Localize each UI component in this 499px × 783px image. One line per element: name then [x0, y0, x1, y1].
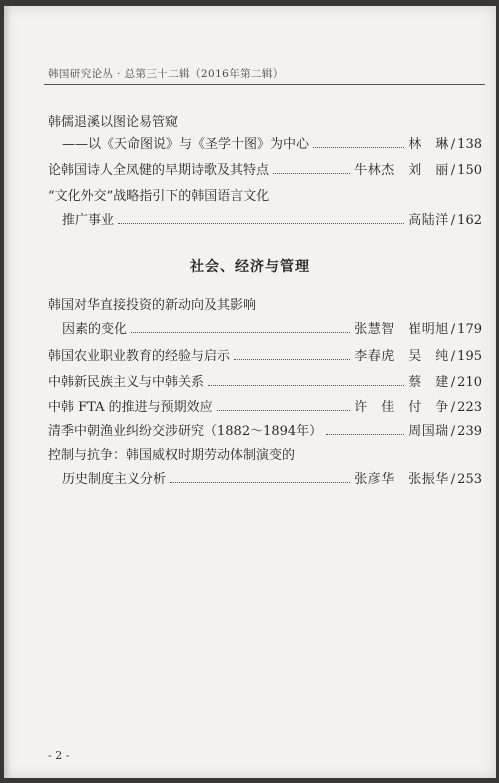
toc-entry-title: 韩儒退溪以图论易管窥 [48, 115, 179, 130]
toc-entry-title: 中韩 FTA 的推进与预期效应 [48, 400, 213, 415]
toc-entry-authors: 林 琳 [408, 137, 449, 152]
page-separator: / [450, 322, 456, 337]
page-separator: / [450, 137, 456, 152]
toc-entry-page: 179 [457, 322, 482, 337]
toc-entry-title: 论韩国诗人全凤健的早期诗歌及其特点 [48, 163, 270, 178]
toc-entry-authors: 周国瑞 [408, 424, 449, 439]
toc-entry-page: 210 [457, 375, 482, 390]
toc-entry-authors: 李春虎 吴 纯 [354, 349, 449, 364]
leader-dots [118, 223, 404, 224]
leader-dots [131, 332, 350, 333]
toc-entry-title: 历史制度主义分析 [62, 472, 167, 487]
toc-entry-title: 韩国农业职业教育的经验与启示 [48, 349, 231, 364]
toc-entry [48, 349, 482, 365]
running-header: 韩国研究论丛 · 总第三十二辑（2016年第二辑） [48, 68, 284, 80]
toc-entry [62, 213, 482, 229]
page-separator: / [450, 375, 456, 390]
toc-entry-title: “文化外交”战略指引下的韩国语言文化 [48, 189, 270, 204]
toc-entry-title: 清季中朝渔业纠纷交涉研究（1882～1894年） [48, 424, 323, 439]
toc-entry [48, 163, 482, 179]
toc-entry [62, 472, 482, 488]
toc-entry-authors: 许 佳 付 争 [354, 400, 449, 415]
toc-entry-authors: 牛林杰 刘 丽 [354, 163, 449, 178]
header-rule [44, 84, 485, 85]
page-number: - 2 - [48, 749, 70, 762]
page-separator: / [450, 213, 456, 228]
toc-entry-authors: 张慧智 崔明旭 [354, 322, 449, 337]
toc-entry-title: 韩国对华直接投资的新动向及其影响 [48, 298, 257, 313]
book-page [4, 6, 496, 778]
leader-dots [273, 173, 350, 174]
toc-entry-page: 223 [457, 400, 482, 415]
leader-dots [170, 482, 350, 483]
toc-entry-page: 195 [457, 349, 482, 364]
toc-entry-authors: 张彦华 张振华 [354, 472, 449, 487]
toc-entry [48, 400, 482, 416]
page-separator: / [450, 349, 456, 364]
toc-entry-authors: 高陆洋 [408, 213, 449, 228]
toc-entry-authors: 蔡 建 [408, 375, 449, 390]
leader-dots [217, 410, 351, 411]
toc-entry-subtitle: ——以《天命图说》与《圣学十图》为中心 [62, 137, 310, 152]
leader-dots [208, 385, 404, 386]
leader-dots [326, 434, 404, 435]
toc-entry-page: 239 [457, 424, 482, 439]
page-separator: / [450, 163, 456, 178]
toc-entry [48, 375, 482, 391]
leader-dots [234, 359, 350, 360]
page-binding-shadow [4, 6, 11, 778]
toc-entry-title: 控制与抗争：韩国威权时期劳动体制演变的 [48, 448, 296, 463]
toc-entry [62, 137, 482, 153]
toc-entry-title: 推广事业 [62, 213, 115, 228]
toc-entry-page: 150 [457, 163, 482, 178]
toc-entry-page: 138 [457, 137, 482, 152]
section-title: 社会、经济与管理 [190, 259, 310, 275]
toc-entry-title: 因素的变化 [62, 322, 128, 337]
toc-entry [62, 322, 482, 338]
toc-entry-page: 253 [457, 472, 482, 487]
toc-entry-page: 162 [457, 213, 482, 228]
toc-entry [48, 424, 482, 440]
page-separator: / [450, 472, 456, 487]
page-separator: / [450, 424, 456, 439]
toc-entry-title: 中韩新民族主义与中韩关系 [48, 375, 205, 390]
page-separator: / [450, 400, 456, 415]
leader-dots [313, 147, 404, 148]
